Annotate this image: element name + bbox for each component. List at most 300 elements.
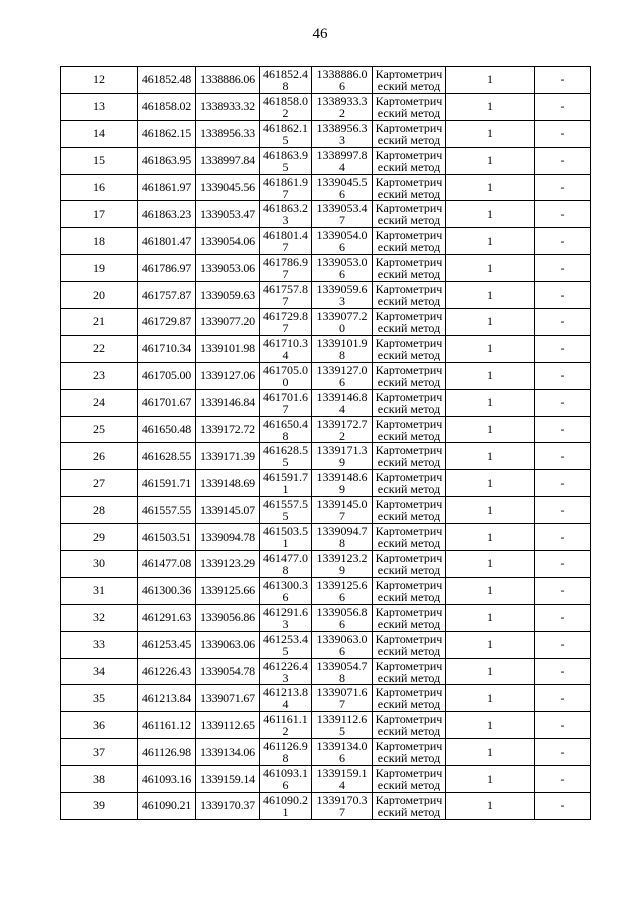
coord-x: 461126.98 bbox=[138, 739, 196, 766]
coord-x-wrapped-part1: 461213.8 bbox=[263, 685, 308, 700]
dash-value: - bbox=[535, 524, 591, 551]
coord-y-wrapped-part1: 1339127.0 bbox=[316, 362, 368, 377]
coord-x-wrapped bbox=[260, 604, 312, 631]
coord-y-wrapped-part2: 6 bbox=[339, 240, 345, 255]
table-row bbox=[61, 120, 591, 147]
coord-x: 461861.97 bbox=[138, 174, 196, 201]
coord-y-wrapped bbox=[312, 120, 373, 147]
coord-x-wrapped-part1: 461503.5 bbox=[263, 524, 308, 539]
point-number: 39 bbox=[61, 793, 138, 820]
coord-x: 461213.84 bbox=[138, 685, 196, 712]
coord-y-wrapped-part1: 1339054.0 bbox=[316, 228, 368, 243]
coord-y-wrapped-part2: 6 bbox=[339, 374, 345, 389]
dash-value: - bbox=[535, 389, 591, 416]
coord-x-wrapped-part1: 461863.2 bbox=[263, 201, 308, 216]
coord-x: 461300.36 bbox=[138, 577, 196, 604]
dash-value: - bbox=[535, 470, 591, 497]
coord-y: 1339071.67 bbox=[196, 685, 260, 712]
coord-x: 461557.55 bbox=[138, 497, 196, 524]
method-line1: Картометрич bbox=[375, 336, 443, 349]
coord-x-wrapped-part1: 461226.4 bbox=[263, 658, 308, 673]
coord-y: 1339053.06 bbox=[196, 255, 260, 282]
method-line2: еский метод bbox=[377, 510, 441, 523]
coord-x-wrapped-part2: 8 bbox=[282, 428, 289, 443]
point-number: 30 bbox=[61, 551, 138, 578]
coord-y: 1339172.72 bbox=[196, 416, 260, 443]
method-line2: еский метод bbox=[377, 698, 441, 711]
coord-x-wrapped bbox=[260, 551, 312, 578]
coord-y-wrapped bbox=[312, 497, 373, 524]
coord-y-wrapped bbox=[312, 282, 373, 309]
page-number: 46 bbox=[312, 26, 328, 42]
coord-y: 1339170.37 bbox=[196, 793, 260, 820]
coord-y: 1339053.47 bbox=[196, 201, 260, 228]
coord-y-wrapped-part1: 1339094.7 bbox=[316, 524, 368, 539]
coord-x-wrapped bbox=[260, 120, 312, 147]
coord-x-wrapped bbox=[260, 335, 312, 362]
point-number: 31 bbox=[61, 577, 138, 604]
method-line1: Картометрич bbox=[375, 309, 443, 322]
coord-x-wrapped-part2: 7 bbox=[282, 186, 289, 201]
dash-value: - bbox=[535, 631, 591, 658]
table-row bbox=[61, 389, 591, 416]
coord-y-wrapped bbox=[312, 362, 373, 389]
method-cell bbox=[373, 739, 446, 766]
dash-value: - bbox=[535, 416, 591, 443]
coord-y-wrapped bbox=[312, 577, 373, 604]
method-cell bbox=[373, 470, 446, 497]
coord-y-wrapped-part1: 1339045.5 bbox=[316, 174, 368, 189]
coord-y: 1339045.56 bbox=[196, 174, 260, 201]
coord-y-wrapped bbox=[312, 766, 373, 793]
coord-x-wrapped-part1: 461801.4 bbox=[263, 228, 308, 243]
point-number: 26 bbox=[61, 443, 138, 470]
coord-y: 1339159.14 bbox=[196, 766, 260, 793]
point-number: 33 bbox=[61, 631, 138, 658]
method-cell bbox=[373, 497, 446, 524]
table-row bbox=[61, 712, 591, 739]
method-cell bbox=[373, 120, 446, 147]
coord-y: 1339123.29 bbox=[196, 551, 260, 578]
precision-value: 1 bbox=[446, 793, 535, 820]
coord-x-wrapped-part2: 1 bbox=[282, 482, 289, 497]
method-line2: еский метод bbox=[377, 321, 441, 334]
method-cell bbox=[373, 335, 446, 362]
precision-value: 1 bbox=[446, 685, 535, 712]
coord-x-wrapped-part2: 7 bbox=[282, 401, 289, 416]
method-line1: Картометрич bbox=[375, 202, 443, 215]
coord-y-wrapped bbox=[312, 309, 373, 336]
precision-value: 1 bbox=[446, 228, 535, 255]
method-line1: Картометрич bbox=[375, 67, 443, 80]
coord-x: 461090.21 bbox=[138, 793, 196, 820]
coord-y: 1339059.63 bbox=[196, 282, 260, 309]
method-line1: Картометрич bbox=[375, 417, 443, 430]
coord-y: 1339094.78 bbox=[196, 524, 260, 551]
precision-value: 1 bbox=[446, 255, 535, 282]
method-line1: Картометрич bbox=[375, 175, 443, 188]
point-number: 13 bbox=[61, 93, 138, 120]
dash-value: - bbox=[535, 255, 591, 282]
coord-x-wrapped bbox=[260, 658, 312, 685]
coordinates-table bbox=[60, 66, 591, 820]
coord-y-wrapped-part2: 8 bbox=[339, 347, 345, 362]
coord-y-wrapped-part1: 1339146.8 bbox=[316, 389, 368, 404]
table-row bbox=[61, 174, 591, 201]
precision-value: 1 bbox=[446, 443, 535, 470]
coord-x-wrapped bbox=[260, 766, 312, 793]
precision-value: 1 bbox=[446, 712, 535, 739]
coord-x-wrapped-part2: 1 bbox=[282, 804, 289, 819]
coord-x-wrapped-part1: 461557.5 bbox=[263, 497, 308, 512]
coord-y-wrapped-part1: 1339054.7 bbox=[316, 658, 368, 673]
coord-x: 461863.23 bbox=[138, 201, 196, 228]
coord-x-wrapped bbox=[260, 577, 312, 604]
method-line1: Картометрич bbox=[375, 363, 443, 376]
precision-value: 1 bbox=[446, 120, 535, 147]
coord-x-wrapped-part1: 461858.0 bbox=[263, 93, 308, 108]
point-number: 16 bbox=[61, 174, 138, 201]
coord-y-wrapped bbox=[312, 658, 373, 685]
method-cell bbox=[373, 201, 446, 228]
coord-x-wrapped-part2: 7 bbox=[282, 294, 289, 309]
coord-x-wrapped-part1: 461291.6 bbox=[263, 604, 308, 619]
coord-y-wrapped bbox=[312, 685, 373, 712]
method-line2: еский метод bbox=[377, 402, 441, 415]
coord-y-wrapped-part2: 6 bbox=[339, 643, 345, 658]
coord-y: 1339125.66 bbox=[196, 577, 260, 604]
coord-x-wrapped-part2: 3 bbox=[282, 616, 289, 631]
coord-x: 461650.48 bbox=[138, 416, 196, 443]
method-line1: Картометрич bbox=[375, 229, 443, 242]
coord-y-wrapped-part2: 4 bbox=[339, 159, 345, 174]
table-row bbox=[61, 497, 591, 524]
dash-value: - bbox=[535, 658, 591, 685]
coord-x-wrapped bbox=[260, 228, 312, 255]
precision-value: 1 bbox=[446, 766, 535, 793]
coord-x-wrapped-part2: 2 bbox=[282, 724, 289, 739]
coord-x: 461161.12 bbox=[138, 712, 196, 739]
coord-y-wrapped bbox=[312, 793, 373, 820]
coord-x-wrapped-part1: 461863.9 bbox=[263, 147, 308, 162]
coord-y-wrapped-part2: 6 bbox=[339, 78, 345, 93]
method-line1: Картометрич bbox=[375, 390, 443, 403]
coord-x-wrapped bbox=[260, 201, 312, 228]
coord-x-wrapped bbox=[260, 443, 312, 470]
table-row bbox=[61, 282, 591, 309]
point-number: 12 bbox=[61, 67, 138, 94]
table-row bbox=[61, 309, 591, 336]
coord-y-wrapped bbox=[312, 389, 373, 416]
coord-y-wrapped-part2: 5 bbox=[339, 724, 345, 739]
point-number: 19 bbox=[61, 255, 138, 282]
method-line2: еский метод bbox=[377, 563, 441, 576]
coord-x-wrapped-part2: 8 bbox=[282, 78, 289, 93]
coord-y: 1339134.06 bbox=[196, 739, 260, 766]
table-row bbox=[61, 766, 591, 793]
coord-y-wrapped-part1: 1338886.0 bbox=[316, 66, 368, 81]
precision-value: 1 bbox=[446, 416, 535, 443]
coord-x: 461858.02 bbox=[138, 93, 196, 120]
coord-y: 1339054.06 bbox=[196, 228, 260, 255]
coord-y-wrapped-part1: 1339134.0 bbox=[316, 739, 368, 754]
method-line1: Картометрич bbox=[375, 740, 443, 753]
coord-x-wrapped-part2: 5 bbox=[282, 643, 289, 658]
coord-x-wrapped-part2: 5 bbox=[282, 455, 289, 470]
table-row bbox=[61, 335, 591, 362]
method-line2: еский метод bbox=[377, 429, 441, 442]
method-line2: еский метод bbox=[377, 187, 441, 200]
coord-y-wrapped-part1: 1339145.0 bbox=[316, 497, 368, 512]
precision-value: 1 bbox=[446, 551, 535, 578]
coord-x-wrapped bbox=[260, 147, 312, 174]
coord-y-wrapped-part2: 8 bbox=[339, 536, 345, 551]
dash-value: - bbox=[535, 604, 591, 631]
coord-x-wrapped bbox=[260, 174, 312, 201]
coord-y-wrapped-part1: 1339101.9 bbox=[316, 335, 368, 350]
precision-value: 1 bbox=[446, 147, 535, 174]
coord-y-wrapped-part1: 1339148.6 bbox=[316, 470, 368, 485]
coord-x-wrapped-part2: 8 bbox=[282, 562, 289, 577]
precision-value: 1 bbox=[446, 174, 535, 201]
coord-x-wrapped-part1: 461861.9 bbox=[263, 174, 308, 189]
coord-x-wrapped-part1: 461650.4 bbox=[263, 416, 308, 431]
table-row bbox=[61, 631, 591, 658]
coord-y-wrapped-part2: 0 bbox=[339, 320, 345, 335]
dash-value: - bbox=[535, 67, 591, 94]
coord-y-wrapped-part1: 1339071.6 bbox=[316, 685, 368, 700]
dash-value: - bbox=[535, 766, 591, 793]
coord-x-wrapped bbox=[260, 524, 312, 551]
coord-x-wrapped bbox=[260, 685, 312, 712]
coord-y-wrapped-part1: 1338933.3 bbox=[316, 93, 368, 108]
coord-y-wrapped-part2: 2 bbox=[339, 105, 345, 120]
method-cell bbox=[373, 524, 446, 551]
method-line1: Картометрич bbox=[375, 444, 443, 457]
method-line1: Картометрич bbox=[375, 471, 443, 484]
method-line2: еский метод bbox=[377, 456, 441, 469]
coord-x-wrapped-part2: 7 bbox=[282, 320, 289, 335]
method-line2: еский метод bbox=[377, 779, 441, 792]
method-line2: еский метод bbox=[377, 106, 441, 119]
coord-x-wrapped-part2: 5 bbox=[282, 159, 289, 174]
coord-y: 1339054.78 bbox=[196, 658, 260, 685]
coord-x: 461477.08 bbox=[138, 551, 196, 578]
method-cell bbox=[373, 551, 446, 578]
table-row bbox=[61, 201, 591, 228]
precision-value: 1 bbox=[446, 282, 535, 309]
precision-value: 1 bbox=[446, 93, 535, 120]
method-cell bbox=[373, 362, 446, 389]
coord-x-wrapped-part2: 2 bbox=[282, 105, 289, 120]
precision-value: 1 bbox=[446, 389, 535, 416]
dash-value: - bbox=[535, 228, 591, 255]
coord-x-wrapped bbox=[260, 309, 312, 336]
method-line2: еский метод bbox=[377, 375, 441, 388]
coord-x-wrapped bbox=[260, 631, 312, 658]
dash-value: - bbox=[535, 551, 591, 578]
method-line1: Картометрич bbox=[375, 94, 443, 107]
coord-y-wrapped-part2: 3 bbox=[339, 132, 345, 147]
coord-x-wrapped-part2: 7 bbox=[282, 267, 289, 282]
coord-y-wrapped-part2: 7 bbox=[339, 697, 345, 712]
coord-y-wrapped bbox=[312, 470, 373, 497]
coord-y: 1339127.06 bbox=[196, 362, 260, 389]
coord-y-wrapped-part2: 2 bbox=[339, 428, 345, 443]
coord-x-wrapped bbox=[260, 712, 312, 739]
dash-value: - bbox=[535, 577, 591, 604]
coord-y-wrapped-part1: 1338956.3 bbox=[316, 120, 368, 135]
coord-y-wrapped-part2: 7 bbox=[339, 509, 345, 524]
method-line1: Картометрич bbox=[375, 793, 443, 806]
point-number: 23 bbox=[61, 362, 138, 389]
method-cell bbox=[373, 93, 446, 120]
coord-y-wrapped-part1: 1339112.6 bbox=[316, 712, 368, 727]
point-number: 25 bbox=[61, 416, 138, 443]
coord-y-wrapped bbox=[312, 416, 373, 443]
dash-value: - bbox=[535, 739, 591, 766]
dash-value: - bbox=[535, 282, 591, 309]
coord-y-wrapped-part1: 1339063.0 bbox=[316, 631, 368, 646]
method-line2: еский метод bbox=[377, 295, 441, 308]
method-cell bbox=[373, 255, 446, 282]
coord-y-wrapped-part2: 9 bbox=[339, 562, 345, 577]
method-line2: еский метод bbox=[377, 644, 441, 657]
coord-x-wrapped-part2: 3 bbox=[282, 670, 289, 685]
coord-y-wrapped bbox=[312, 201, 373, 228]
coord-y-wrapped-part1: 1339056.8 bbox=[316, 604, 368, 619]
coord-x: 461852.48 bbox=[138, 67, 196, 94]
method-line2: еский метод bbox=[377, 214, 441, 227]
coord-x-wrapped bbox=[260, 282, 312, 309]
method-line2: еский метод bbox=[377, 617, 441, 630]
coord-y: 1338956.33 bbox=[196, 120, 260, 147]
coord-x-wrapped bbox=[260, 389, 312, 416]
coord-y: 1339101.98 bbox=[196, 335, 260, 362]
coord-x-wrapped-part2: 3 bbox=[282, 213, 289, 228]
method-cell bbox=[373, 389, 446, 416]
method-cell bbox=[373, 309, 446, 336]
precision-value: 1 bbox=[446, 497, 535, 524]
point-number: 38 bbox=[61, 766, 138, 793]
method-line1: Картометрич bbox=[375, 148, 443, 161]
coord-y-wrapped-part2: 8 bbox=[339, 670, 345, 685]
coord-y-wrapped-part2: 6 bbox=[339, 751, 345, 766]
dash-value: - bbox=[535, 443, 591, 470]
point-number: 37 bbox=[61, 739, 138, 766]
method-cell bbox=[373, 577, 446, 604]
coord-y: 1339112.65 bbox=[196, 712, 260, 739]
coord-x-wrapped-part1: 461701.6 bbox=[263, 389, 308, 404]
table-row bbox=[61, 551, 591, 578]
point-number: 22 bbox=[61, 335, 138, 362]
point-number: 14 bbox=[61, 120, 138, 147]
method-line2: еский метод bbox=[377, 725, 441, 738]
coord-y-wrapped-part1: 1339053.0 bbox=[316, 255, 368, 270]
table-row bbox=[61, 255, 591, 282]
coord-y-wrapped-part1: 1339059.6 bbox=[316, 282, 368, 297]
table-row bbox=[61, 67, 591, 94]
point-number: 18 bbox=[61, 228, 138, 255]
coord-x-wrapped-part1: 461729.8 bbox=[263, 308, 308, 323]
method-line2: еский метод bbox=[377, 590, 441, 603]
table-row bbox=[61, 685, 591, 712]
coord-y-wrapped-part1: 1339125.6 bbox=[316, 577, 368, 592]
method-line1: Картометрич bbox=[375, 256, 443, 269]
table-row bbox=[61, 739, 591, 766]
coord-y-wrapped bbox=[312, 174, 373, 201]
coord-x-wrapped bbox=[260, 739, 312, 766]
point-number: 36 bbox=[61, 712, 138, 739]
table-row bbox=[61, 604, 591, 631]
method-line1: Картометрич bbox=[375, 121, 443, 134]
method-line1: Картометрич bbox=[375, 498, 443, 511]
method-cell bbox=[373, 443, 446, 470]
method-line2: еский метод bbox=[377, 752, 441, 765]
dash-value: - bbox=[535, 174, 591, 201]
coord-y: 1339056.86 bbox=[196, 604, 260, 631]
precision-value: 1 bbox=[446, 577, 535, 604]
coord-x-wrapped-part2: 5 bbox=[282, 132, 289, 147]
dash-value: - bbox=[535, 93, 591, 120]
dash-value: - bbox=[535, 147, 591, 174]
point-number: 15 bbox=[61, 147, 138, 174]
point-number: 21 bbox=[61, 309, 138, 336]
precision-value: 1 bbox=[446, 201, 535, 228]
method-line2: еский метод bbox=[377, 671, 441, 684]
coord-x-wrapped-part1: 461253.4 bbox=[263, 631, 308, 646]
method-cell bbox=[373, 228, 446, 255]
method-cell bbox=[373, 658, 446, 685]
coord-x-wrapped-part1: 461757.8 bbox=[263, 282, 308, 297]
table-row bbox=[61, 524, 591, 551]
coord-y-wrapped-part2: 3 bbox=[339, 294, 345, 309]
method-line2: еский метод bbox=[377, 483, 441, 496]
method-line2: еский метод bbox=[377, 268, 441, 281]
method-cell bbox=[373, 67, 446, 94]
coord-y: 1339063.06 bbox=[196, 631, 260, 658]
table-row bbox=[61, 93, 591, 120]
coord-x-wrapped-part2: 1 bbox=[282, 536, 289, 551]
precision-value: 1 bbox=[446, 604, 535, 631]
coord-y-wrapped bbox=[312, 443, 373, 470]
table-row bbox=[61, 443, 591, 470]
coord-y-wrapped-part2: 6 bbox=[339, 589, 345, 604]
method-line2: еский метод bbox=[377, 133, 441, 146]
coord-x-wrapped-part2: 4 bbox=[282, 697, 289, 712]
table-row bbox=[61, 362, 591, 389]
coord-x: 461705.00 bbox=[138, 362, 196, 389]
coord-y-wrapped bbox=[312, 524, 373, 551]
coord-y-wrapped-part2: 9 bbox=[339, 482, 345, 497]
method-line1: Картометрич bbox=[375, 632, 443, 645]
point-number: 20 bbox=[61, 282, 138, 309]
method-line2: еский метод bbox=[377, 79, 441, 92]
coord-y-wrapped-part2: 7 bbox=[339, 804, 345, 819]
precision-value: 1 bbox=[446, 470, 535, 497]
coord-y: 1339171.39 bbox=[196, 443, 260, 470]
coord-y-wrapped-part1: 1339159.1 bbox=[316, 766, 368, 781]
coord-x-wrapped bbox=[260, 362, 312, 389]
coord-x: 461291.63 bbox=[138, 604, 196, 631]
coord-x: 461253.45 bbox=[138, 631, 196, 658]
dash-value: - bbox=[535, 362, 591, 389]
coord-x-wrapped bbox=[260, 67, 312, 94]
coord-y-wrapped-part2: 9 bbox=[339, 455, 345, 470]
coord-x-wrapped-part1: 461093.1 bbox=[263, 766, 308, 781]
coord-x: 461710.34 bbox=[138, 335, 196, 362]
coord-y-wrapped bbox=[312, 93, 373, 120]
